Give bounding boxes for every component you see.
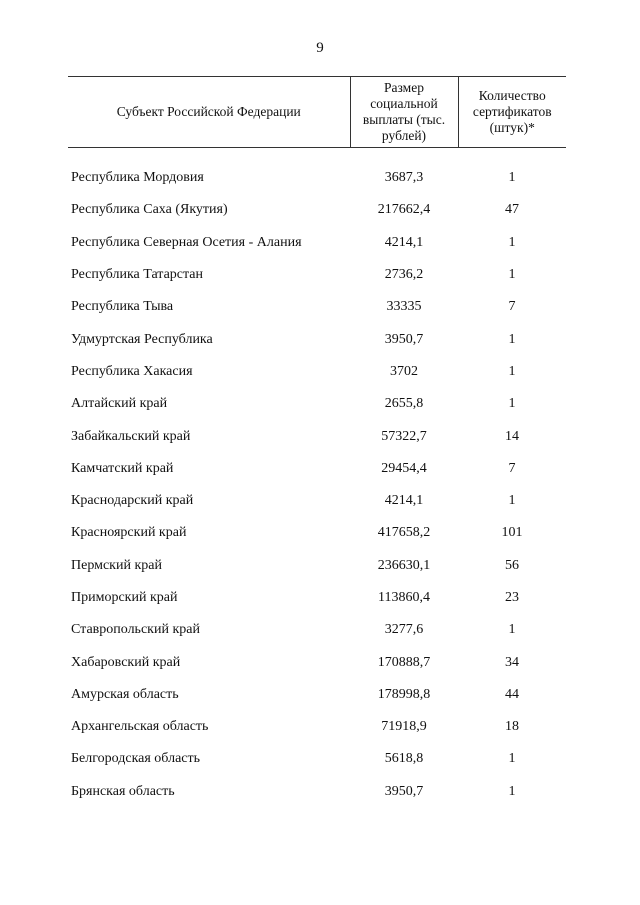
region-cell: Республика Северная Осетия - Алания — [71, 234, 302, 250]
count-cell: 1 — [508, 783, 516, 799]
region-cell: Забайкальский край — [71, 428, 191, 444]
count-cell: 1 — [508, 331, 516, 347]
amount-cell: 3950,7 — [384, 331, 424, 347]
region-cell: Ставропольский край — [71, 622, 200, 638]
table-row — [68, 388, 566, 420]
amount-cell: 113860,4 — [378, 590, 430, 605]
count-cell: 18 — [505, 719, 519, 735]
table-row — [68, 743, 566, 775]
region-cell: Республика Татарстан — [71, 267, 204, 283]
region-cell: Республика Саха (Якутия) — [71, 202, 228, 218]
amount-cell: 29454,4 — [381, 460, 427, 476]
table-row — [68, 711, 566, 743]
region-cell: Камчатский край — [71, 460, 174, 476]
header-region: Субъект Российской Федерации — [68, 77, 350, 148]
table-row — [68, 323, 566, 355]
amount-cell: 3687,3 — [384, 170, 424, 186]
region-cell: Хабаровский край — [71, 654, 181, 670]
amount-cell: 57322,7 — [381, 428, 427, 444]
table-row — [68, 356, 566, 388]
amount-cell: 4214,1 — [384, 493, 424, 509]
region-cell: Республика Мордовия — [71, 170, 204, 186]
amount-cell: 178998,8 — [377, 686, 431, 702]
amount-cell: 4214,1 — [384, 234, 424, 250]
count-cell: 1 — [508, 234, 516, 250]
table-row — [68, 453, 566, 485]
count-cell: 7 — [508, 299, 516, 315]
table-row — [68, 679, 566, 711]
table-row — [68, 776, 566, 808]
amount-cell: 3950,7 — [384, 783, 424, 799]
amount-cell: 236630,1 — [377, 557, 431, 573]
amount-cell: 5618,8 — [384, 751, 424, 767]
table-row — [68, 550, 566, 582]
certificates-table-container — [68, 76, 566, 808]
amount-cell: 2736,2 — [384, 267, 424, 283]
amount-cell: 170888,7 — [377, 654, 431, 670]
count-cell: 1 — [508, 267, 516, 283]
header-count: Количество сертификатов (штук)* — [458, 77, 566, 148]
table-body — [68, 148, 566, 808]
region-cell: Брянская область — [71, 783, 175, 799]
header-amount: Размер социальной выплаты (тыс. рублей) — [350, 77, 458, 148]
region-cell: Краснодарский край — [71, 493, 194, 509]
table-row — [68, 259, 566, 291]
count-cell: 14 — [505, 428, 519, 444]
count-cell: 1 — [508, 622, 516, 638]
region-cell: Приморский край — [71, 590, 178, 605]
region-cell: Алтайский край — [71, 396, 168, 412]
table-row — [68, 162, 566, 194]
amount-cell: 3277,6 — [384, 622, 424, 638]
region-cell: Удмуртская Республика — [71, 331, 213, 347]
table-row — [68, 227, 566, 259]
count-cell: 1 — [508, 363, 516, 379]
count-cell: 1 — [508, 493, 516, 509]
amount-cell: 2655,8 — [384, 396, 424, 412]
count-cell: 23 — [505, 590, 519, 605]
region-cell: Амурская область — [71, 686, 179, 702]
region-cell: Красноярский край — [71, 525, 187, 541]
region-cell: Пермский край — [71, 557, 162, 573]
region-cell: Архангельская область — [71, 719, 209, 735]
table-row — [68, 420, 566, 452]
count-cell: 34 — [505, 654, 519, 670]
region-cell: Республика Хакасия — [71, 363, 193, 379]
count-cell: 1 — [508, 170, 516, 186]
count-cell: 1 — [508, 396, 516, 412]
table-header — [68, 77, 566, 148]
table-row — [68, 582, 566, 614]
page-number: 9 — [316, 40, 324, 56]
count-cell: 56 — [505, 557, 519, 573]
amount-cell: 3702 — [390, 363, 418, 379]
table-row — [68, 517, 566, 549]
region-cell: Республика Тыва — [71, 299, 174, 315]
count-cell: 44 — [505, 686, 519, 702]
count-cell: 101 — [501, 525, 523, 541]
table-row — [68, 291, 566, 323]
table-row — [68, 614, 566, 646]
amount-cell: 71918,9 — [381, 719, 427, 735]
table-row — [68, 194, 566, 226]
table-row — [68, 646, 566, 678]
count-cell: 1 — [508, 751, 516, 767]
table-spacer — [68, 148, 566, 163]
count-cell: 47 — [505, 202, 519, 218]
amount-cell: 33335 — [386, 299, 422, 315]
amount-cell: 417658,2 — [377, 525, 431, 541]
count-cell: 7 — [508, 460, 516, 476]
region-cell: Белгородская область — [71, 751, 201, 767]
certificates-table — [68, 76, 566, 808]
table-row — [68, 485, 566, 517]
table-header-row — [68, 77, 566, 148]
amount-cell: 217662,4 — [377, 202, 431, 218]
